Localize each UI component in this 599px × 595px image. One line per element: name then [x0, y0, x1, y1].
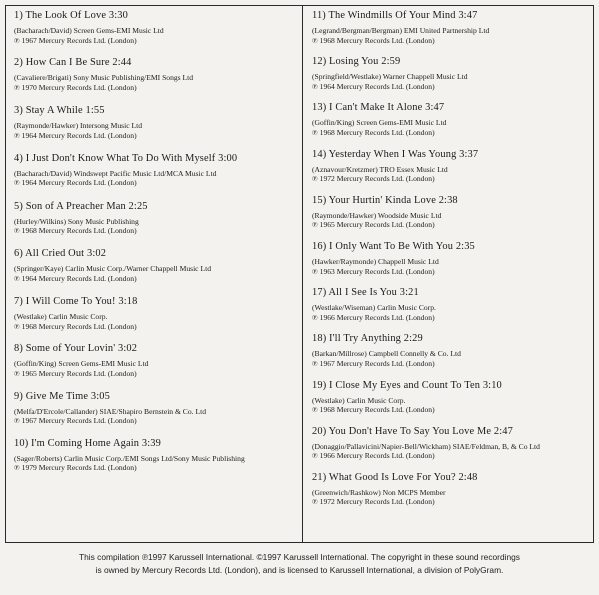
track-title: 7) I Will Come To You! 3:18	[14, 296, 138, 308]
track-title: 5) Son of A Preacher Man 2:25	[14, 200, 148, 212]
track-credit: (Goffin/King) Screen Gems-EMI Music Ltd	[312, 118, 447, 128]
track-pline: ℗ 1972 Mercury Records Ltd. (London)	[312, 174, 435, 184]
track-entry	[312, 102, 590, 137]
track-credit: (Westlake) Carlin Music Corp.	[312, 395, 406, 405]
track-pline: ℗ 1979 Mercury Records Ltd. (London)	[14, 463, 137, 473]
track-credit: (Legrand/Bergman/Bergman) EMI United Partnership Ltd	[312, 26, 490, 35]
track-title: 12) Losing You 2:59	[312, 56, 401, 68]
track-credit: (Springer/Kaye) Carlin Music Corp./Warner Chappell Music Ltd	[14, 263, 211, 273]
track-credit: (Raymonde/Hawker) Woodside Music Ltd	[312, 210, 442, 220]
track-pline: ℗ 1965 Mercury Records Ltd. (London)	[14, 368, 137, 378]
track-credit: (Raymonde/Hawker) Intersong Music Ltd	[14, 121, 143, 131]
track-title: 9) Give Me Time 3:05	[14, 390, 110, 402]
track-credit: (Donaggio/Pallavicini/Napier-Bell/Wickham) SIAE/Feldman, B, & Co Ltd	[312, 441, 540, 451]
track-pline: ℗ 1972 Mercury Records Ltd. (London)	[312, 497, 435, 507]
copyright-line-1: This compilation ℗1997 Karussell International. ©1997 Karussell International. The copyright in these sound recordings	[79, 552, 520, 562]
track-title: 1) The Look Of Love 3:30	[14, 10, 128, 21]
track-credit: (Goffin/King) Screen Gems-EMI Music Ltd	[14, 359, 149, 369]
track-pline: ℗ 1966 Mercury Records Ltd. (London)	[312, 451, 435, 461]
track-pline: ℗ 1967 Mercury Records Ltd. (London)	[14, 35, 137, 45]
track-entry	[14, 391, 296, 426]
track-title: 16) I Only Want To Be With You 2:35	[312, 240, 475, 252]
track-entry	[14, 438, 296, 473]
track-credit: (Melfa/D'Ercole/Callander) SIAE/Shapiro Bernstein & Co. Ltd	[14, 406, 207, 416]
track-credit: (Westlake/Wiseman) Carlin Music Corp.	[312, 303, 436, 313]
track-credit: (Springfield/Westlake) Warner Chappell Music Ltd	[312, 72, 468, 82]
track-title: 13) I Can't Make It Alone 3:47	[312, 102, 445, 114]
track-entry	[312, 195, 590, 230]
tracklist-right-column	[312, 10, 590, 507]
track-credit: (Hawker/Raymonde) Chappell Music Ltd	[312, 256, 439, 266]
track-title: 19) I Close My Eyes and Count To Ten 3:10	[312, 379, 502, 391]
track-title: 15) Your Hurtin' Kinda Love 2:38	[312, 194, 458, 206]
track-pline: ℗ 1964 Mercury Records Ltd. (London)	[14, 273, 137, 283]
track-entry	[312, 56, 590, 91]
track-entry	[14, 105, 296, 140]
track-title: 8) Some of Your Lovin' 3:02	[14, 343, 138, 355]
track-pline: ℗ 1968 Mercury Records Ltd. (London)	[14, 321, 137, 331]
track-entry	[312, 10, 590, 45]
track-entry	[14, 343, 296, 378]
track-title: 3) Stay A While 1:55	[14, 105, 105, 117]
track-entry	[14, 57, 296, 92]
copyright-line-2: is owned by Mercury Records Ltd. (London), and is licensed to Karussell International, a division of PolyGram.	[95, 565, 504, 575]
track-credit: (Bacharach/David) Windswept Pacific Music Ltd/MCA Music Ltd	[14, 168, 217, 178]
track-title: 6) All Cried Out 3:02	[14, 247, 107, 259]
track-credit: (Hurley/Wilkins) Sony Music Publishing	[14, 216, 139, 226]
track-pline: ℗ 1968 Mercury Records Ltd. (London)	[312, 35, 435, 45]
track-pline: ℗ 1967 Mercury Records Ltd. (London)	[312, 358, 435, 368]
track-credit: (Bacharach/David) Screen Gems-EMI Music Ltd	[14, 26, 164, 35]
track-entry	[14, 10, 296, 45]
track-pline: ℗ 1963 Mercury Records Ltd. (London)	[312, 266, 435, 276]
track-entry	[312, 241, 590, 276]
track-credit: (Barkan/Millrose) Campbell Connelly & Co. Ltd	[312, 349, 461, 359]
track-pline: ℗ 1968 Mercury Records Ltd. (London)	[14, 226, 137, 236]
track-credit: (Sager/Roberts) Carlin Music Corp./EMI Songs Ltd/Sony Music Publishing	[14, 453, 245, 463]
track-title: 18) I'll Try Anything 2:29	[312, 333, 423, 345]
track-title: 21) What Good Is Love For You? 2:48	[312, 471, 478, 483]
column-divider	[302, 5, 303, 543]
track-title: 17) All I See Is You 3:21	[312, 287, 419, 299]
track-title: 11) The Windmills Of Your Mind 3:47	[312, 10, 478, 21]
track-entry	[14, 153, 296, 188]
track-title: 14) Yesterday When I Was Young 3:37	[312, 148, 479, 160]
track-pline: ℗ 1967 Mercury Records Ltd. (London)	[14, 416, 137, 426]
track-entry	[312, 333, 590, 368]
tracklist-left-column	[14, 10, 296, 473]
track-credit: (Cavaliere/Brigati) Sony Music Publishing/EMI Songs Ltd	[14, 73, 194, 83]
track-credit: (Aznavour/Kretzmer) TRO Essex Music Ltd	[312, 164, 448, 174]
track-pline: ℗ 1968 Mercury Records Ltd. (London)	[312, 127, 435, 137]
track-entry	[312, 426, 590, 461]
track-entry	[312, 380, 590, 415]
track-pline: ℗ 1966 Mercury Records Ltd. (London)	[312, 312, 435, 322]
track-credit: (Westlake) Carlin Music Corp.	[14, 312, 108, 322]
track-entry	[312, 149, 590, 184]
track-pline: ℗ 1964 Mercury Records Ltd. (London)	[14, 130, 137, 140]
track-pline: ℗ 1968 Mercury Records Ltd. (London)	[312, 405, 435, 415]
track-pline: ℗ 1965 Mercury Records Ltd. (London)	[312, 220, 435, 230]
track-title: 2) How Can I Be Sure 2:44	[14, 57, 132, 69]
track-pline: ℗ 1964 Mercury Records Ltd. (London)	[312, 81, 435, 91]
track-entry	[14, 201, 296, 236]
track-title: 10) I'm Coming Home Again 3:39	[14, 437, 161, 449]
track-entry	[14, 296, 296, 331]
track-entry	[14, 248, 296, 283]
track-title: 20) You Don't Have To Say You Love Me 2:47	[312, 425, 513, 437]
track-entry	[312, 287, 590, 322]
track-pline: ℗ 1970 Mercury Records Ltd. (London)	[14, 82, 137, 92]
track-title: 4) I Just Don't Know What To Do With Myself 3:00	[14, 152, 238, 164]
track-pline: ℗ 1964 Mercury Records Ltd. (London)	[14, 178, 137, 188]
copyright-footer	[0, 551, 599, 577]
track-credit: (Greenwich/Rashkow) Non MCPS Member	[312, 487, 446, 497]
track-entry	[312, 472, 590, 507]
